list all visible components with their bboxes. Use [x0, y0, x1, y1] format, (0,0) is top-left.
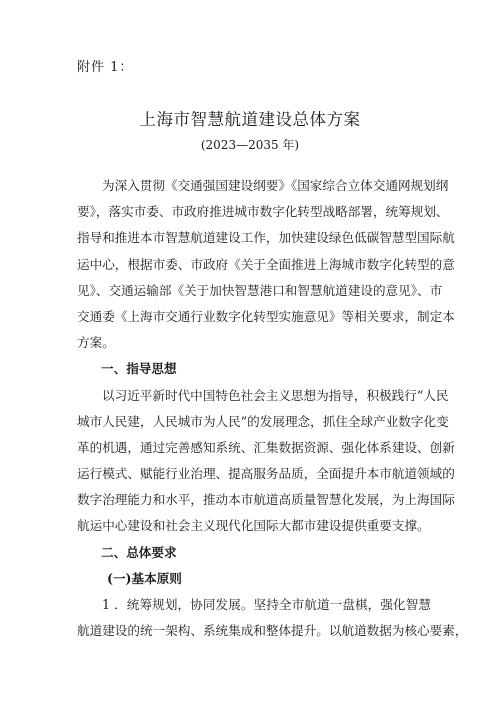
document-subtitle: (2023—2035 年)	[200, 138, 300, 152]
paragraph-line: 航道建设的统一架构、系统集成和整体提升。以航道数据为核心要素，	[77, 623, 468, 639]
paragraph-line: 要》，落实市委、市政府推进城市数字化转型战略部署，统筹规划、	[77, 204, 449, 220]
paragraph-line: 运行模式、赋能行业治理、提高服务品质，全面提升本市航道领域的	[77, 466, 455, 482]
section-heading-guiding-ideology: 一、指导思想	[101, 361, 177, 377]
paragraph-line: 指导和推进本市智慧航道建设工作，加快建设绿色低碳智慧型国际航	[77, 230, 455, 246]
paragraph-line: 见》、交通运输部《关于加快智慧港口和智慧航道建设的意见》、市	[77, 282, 443, 298]
document-body	[77, 173, 468, 644]
paragraph-line: 以习近平新时代中国特色社会主义思想为指导，积极践行“人民	[102, 387, 449, 403]
document-title: 上海市智慧航道建设总体方案	[139, 110, 361, 129]
paragraph-line: 城市人民建，人民城市为人民”的发展理念，抓住全球产业数字化变	[77, 413, 449, 429]
paragraph-line: 交通委《上海市交通行业数字化转型实施意见》等相关要求，制定本	[77, 308, 455, 324]
paragraph-line: 航运中心建设和社会主义现代化国际大都市建设提供重要支撑。	[77, 518, 430, 534]
attachment-label: 附件 1：	[77, 60, 134, 75]
paragraph-line: 运中心，根据市委、市政府《关于全面推进上海城市数字化转型的意	[77, 256, 455, 272]
subsection-heading-basic-principles: (一)基本原则	[107, 570, 182, 586]
paragraph-line: 1 ．统筹规划，协同发展。坚持全市航道一盘棋，强化智慧	[102, 597, 431, 612]
section-heading-general-requirements: 二、总体要求	[101, 544, 177, 560]
paragraph-line: 为深入贯彻《交通强国建设纲要》《国家综合立体交通网规划纲	[102, 178, 449, 193]
paragraph-line: 方案。	[77, 335, 115, 351]
paragraph-line: 革的机遇，通过完善感知系统、汇集数据资源、强化体系建设、创新	[77, 439, 455, 455]
paragraph-line: 数字治理能力和水平，推动本市航道高质量智慧化发展，为上海国际	[77, 492, 455, 508]
